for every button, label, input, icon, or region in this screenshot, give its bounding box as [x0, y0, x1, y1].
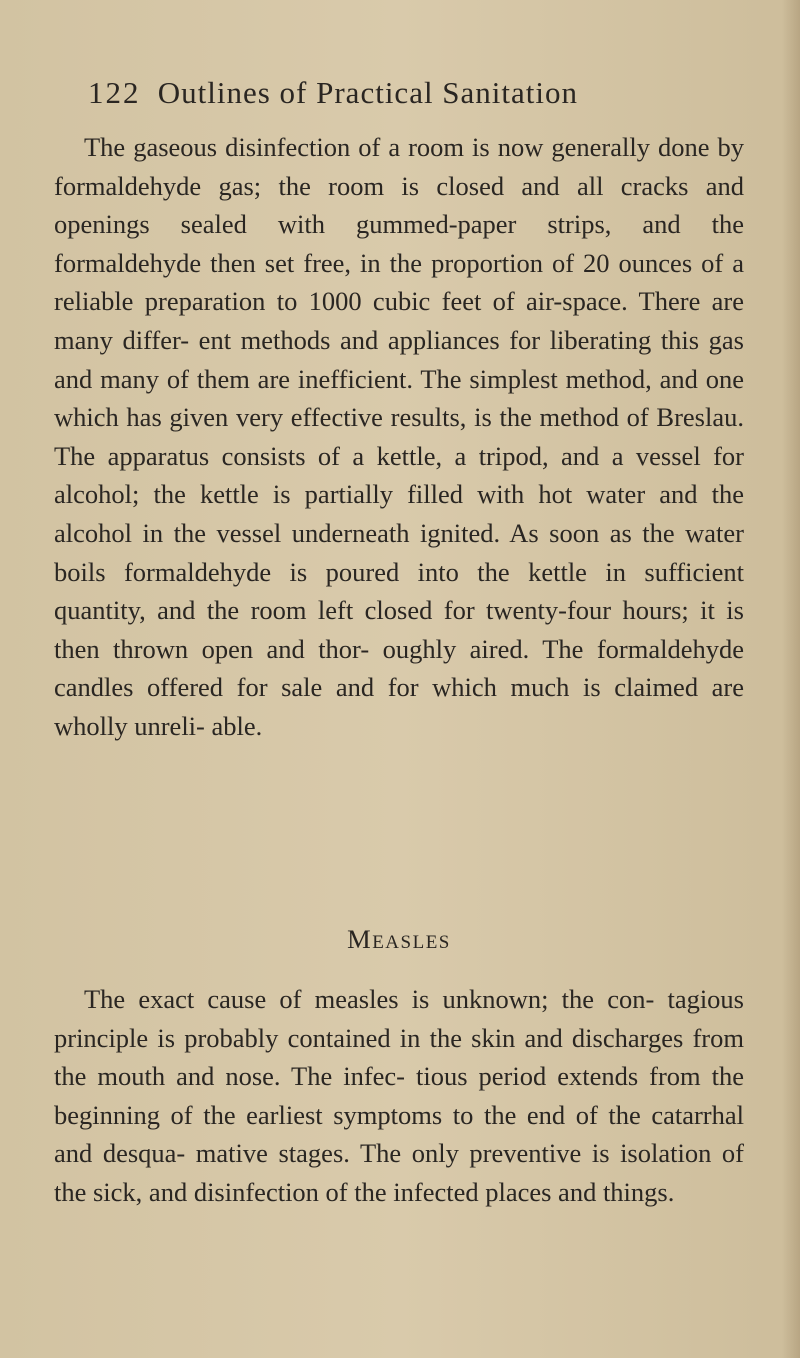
page-edge-shadow — [782, 0, 800, 1358]
page-header — [88, 68, 748, 118]
paragraph-gaseous-disinfection: The gaseous disinfection of a room is now generally done by formaldehyde gas; the room is closed and all cracks and openings sealed with gummed-paper strips, and the formaldehyde then set free, in the proportion of 20 ounces of a reliable preparation to 1000 cubic feet of air-space. There are many differ- ent methods and appliances for liberating this gas and many of them are inefficient. The simplest method, and one which has given very effective results, is the method of Breslau. The apparatus consists of a kettle, a tripod, and a vessel for alcohol; the kettle is partially filled with hot water and the alcohol in the vessel underneath ignited. As soon as the water boils formaldehyde is poured into the kettle in sufficient quantity, and the room left closed for twenty-four hours; it is then thrown open and thor- oughly aired. The formaldehyde candles offered for sale and for which much is claimed are wholly unreli- able. — [54, 132, 744, 741]
paragraph-measles: The exact cause of measles is unknown; the con- tagious principle is probably contained in the skin and discharges from the mouth and nose. The infec- tious period extends from the beginning of the earliest symptoms to the end of the catarrhal and desqua- mative stages. The only preventive is isolation of the sick, and disinfection of the infected places and things. — [54, 984, 744, 1207]
running-title: Outlines of Practical Sanitation — [157, 75, 579, 110]
page-number: 122 — [88, 75, 141, 110]
section-heading-measles: Measles — [347, 924, 451, 954]
